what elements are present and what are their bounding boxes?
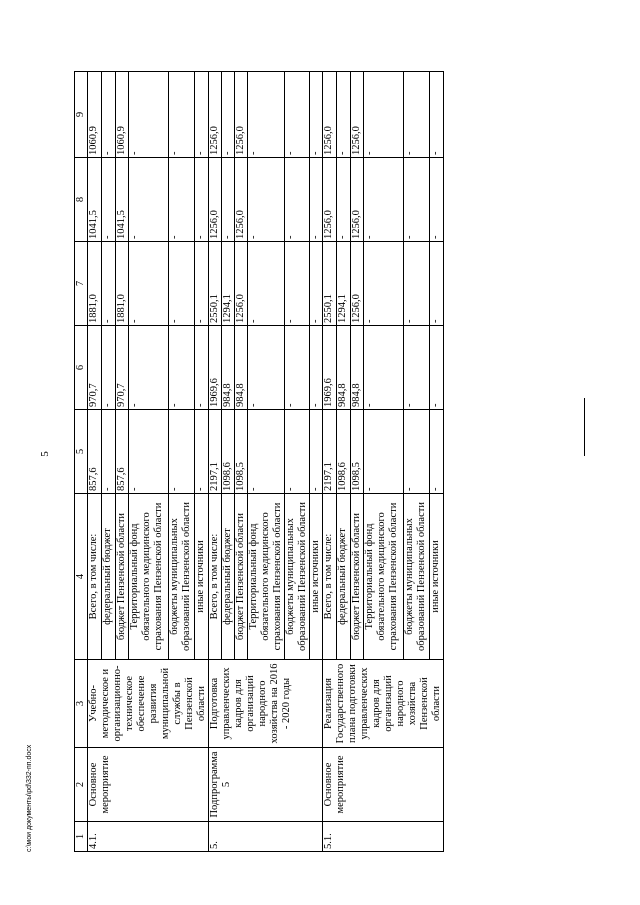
funding-source-cell: бюджеты муниципальных образований Пензенской области — [168, 494, 195, 660]
funding-source-cell: Всего, в том числе: — [323, 494, 337, 660]
value-cell: - — [403, 242, 430, 326]
value-cell: 1098,5 — [235, 410, 248, 494]
value-cell: 1256,0 — [350, 72, 364, 158]
item-name-cell: Подготовка управленческих кадров для организаций народного хозяйства на 2016 - 2020 годы — [209, 660, 323, 748]
value-cell: - — [222, 72, 235, 158]
value-cell: 857,6 — [115, 410, 129, 494]
funding-table — [74, 71, 444, 852]
value-cell: 1256,0 — [323, 72, 337, 158]
value-cell: - — [195, 72, 209, 158]
value-cell: - — [364, 242, 403, 326]
header-cell: 7 — [75, 242, 88, 326]
value-cell: - — [129, 242, 168, 326]
header-cell: 5 — [75, 410, 88, 494]
value-cell: 1060,9 — [115, 72, 129, 158]
funding-source-cell: федеральный бюджет — [336, 494, 350, 660]
value-cell: - — [248, 242, 285, 326]
value-cell: - — [168, 72, 195, 158]
value-cell: - — [129, 410, 168, 494]
value-cell: - — [403, 410, 430, 494]
value-cell: - — [168, 410, 195, 494]
table-row — [88, 72, 102, 852]
value-cell: - — [403, 72, 430, 158]
header-cell: 8 — [75, 158, 88, 242]
value-cell: 2197,1 — [323, 410, 337, 494]
item-type-cell: Основное мероприятие — [88, 748, 209, 822]
value-cell: - — [403, 158, 430, 242]
value-cell: - — [310, 72, 323, 158]
funding-source-cell: Территориальный фонд обязательного медицинского страхования Пензенской области — [129, 494, 168, 660]
rotated-table-wrapper — [74, 72, 614, 852]
value-cell: - — [364, 158, 403, 242]
value-cell: 970,7 — [115, 326, 129, 410]
header-cell: 3 — [75, 660, 88, 748]
value-cell: 1256,0 — [209, 72, 222, 158]
item-name-cell: Учебно-методическое и организационно-техническое обеспечение развития муниципальной службы в Пензенской области — [88, 660, 209, 748]
value-cell: - — [195, 326, 209, 410]
value-cell: 1256,0 — [350, 158, 364, 242]
value-cell: - — [364, 72, 403, 158]
value-cell: - — [248, 326, 285, 410]
value-cell: 1098,6 — [222, 410, 235, 494]
value-cell: - — [101, 242, 115, 326]
table-row — [209, 72, 222, 852]
value-cell: 970,7 — [88, 326, 102, 410]
value-cell: - — [310, 326, 323, 410]
value-cell: - — [364, 410, 403, 494]
row-number-cell: 4.1. — [88, 822, 209, 852]
value-cell: 1969,6 — [323, 326, 337, 410]
value-cell: 857,6 — [88, 410, 102, 494]
funding-source-cell: Территориальный фонд обязательного медицинского страхования Пензенской области — [248, 494, 285, 660]
value-cell: 984,8 — [336, 326, 350, 410]
page-number: 5 — [38, 451, 51, 457]
value-cell: - — [403, 326, 430, 410]
value-cell: 2550,1 — [209, 242, 222, 326]
value-cell: 1098,5 — [350, 410, 364, 494]
value-cell: 1098,6 — [336, 410, 350, 494]
value-cell: - — [248, 410, 285, 494]
value-cell: - — [129, 326, 168, 410]
value-cell: 1060,9 — [88, 72, 102, 158]
value-cell: - — [101, 72, 115, 158]
row-number-cell: 5.1. — [323, 822, 444, 852]
value-cell: - — [310, 242, 323, 326]
value-cell: 1256,0 — [235, 158, 248, 242]
header-cell: 2 — [75, 748, 88, 822]
value-cell: 1256,0 — [209, 158, 222, 242]
value-cell: - — [336, 72, 350, 158]
value-cell: - — [222, 158, 235, 242]
value-cell: - — [285, 72, 310, 158]
table-body — [75, 72, 444, 852]
item-type-cell: Подпрограмма 5 — [209, 748, 323, 822]
funding-source-cell: бюджет Пензенской области — [350, 494, 364, 660]
funding-source-cell: федеральный бюджет — [222, 494, 235, 660]
value-cell: - — [430, 72, 444, 158]
value-cell: 1881,0 — [88, 242, 102, 326]
value-cell: - — [129, 72, 168, 158]
value-cell: - — [285, 242, 310, 326]
footer-file-path: c:\мои документы\pd\332-пп.docx — [26, 744, 33, 852]
value-cell: 984,8 — [350, 326, 364, 410]
funding-source-cell: Территориальный фонд обязательного медицинского страхования Пензенской области — [364, 494, 403, 660]
value-cell: - — [195, 242, 209, 326]
value-cell: 1881,0 — [115, 242, 129, 326]
table-row — [323, 72, 337, 852]
value-cell: - — [285, 410, 310, 494]
value-cell: - — [248, 72, 285, 158]
value-cell: 1256,0 — [350, 242, 364, 326]
value-cell: - — [168, 158, 195, 242]
value-cell: - — [101, 326, 115, 410]
funding-source-cell: иные источники — [430, 494, 444, 660]
value-cell: - — [336, 158, 350, 242]
header-row — [75, 72, 88, 852]
value-cell: - — [430, 326, 444, 410]
header-cell: 6 — [75, 326, 88, 410]
value-cell: - — [168, 242, 195, 326]
value-cell: - — [101, 410, 115, 494]
value-cell: 1294,1 — [222, 242, 235, 326]
value-cell: - — [285, 158, 310, 242]
value-cell: 1256,0 — [235, 72, 248, 158]
value-cell: - — [168, 326, 195, 410]
value-cell: - — [195, 158, 209, 242]
value-cell: 2550,1 — [323, 242, 337, 326]
value-cell: - — [248, 158, 285, 242]
value-cell: 984,8 — [235, 326, 248, 410]
item-type-cell: Основное мероприятие — [323, 748, 444, 822]
funding-source-cell: иные источники — [310, 494, 323, 660]
header-cell: 1 — [75, 822, 88, 852]
value-cell: - — [285, 326, 310, 410]
header-cell: 4 — [75, 494, 88, 660]
value-cell: 1041,5 — [115, 158, 129, 242]
funding-source-cell: иные источники — [195, 494, 209, 660]
value-cell: 1969,6 — [209, 326, 222, 410]
value-cell: 2197,1 — [209, 410, 222, 494]
funding-source-cell: Всего, в том числе: — [209, 494, 222, 660]
value-cell: 984,8 — [222, 326, 235, 410]
item-name-cell: Реализация Государственного плана подготовки управленческих кадров для организаций народного хозяйства Пензенской области — [323, 660, 444, 748]
value-cell: 1041,5 — [88, 158, 102, 242]
funding-source-cell: бюджеты муниципальных образований Пензенской области — [285, 494, 310, 660]
value-cell: - — [129, 158, 168, 242]
value-cell: - — [195, 410, 209, 494]
value-cell: - — [364, 326, 403, 410]
value-cell: - — [430, 410, 444, 494]
value-cell: - — [430, 158, 444, 242]
funding-source-cell: федеральный бюджет — [101, 494, 115, 660]
value-cell: - — [310, 410, 323, 494]
value-cell: - — [310, 158, 323, 242]
row-number-cell: 5. — [209, 822, 323, 852]
value-cell: 1294,1 — [336, 242, 350, 326]
funding-source-cell: бюджеты муниципальных образований Пензенской области — [403, 494, 430, 660]
value-cell: 1256,0 — [323, 158, 337, 242]
funding-source-cell: бюджет Пензенской области — [115, 494, 129, 660]
funding-source-cell: бюджет Пензенской области — [235, 494, 248, 660]
value-cell: - — [101, 158, 115, 242]
value-cell: - — [430, 242, 444, 326]
header-cell: 9 — [75, 72, 88, 158]
value-cell: 1256,0 — [235, 242, 248, 326]
funding-source-cell: Всего, в том числе: — [88, 494, 102, 660]
